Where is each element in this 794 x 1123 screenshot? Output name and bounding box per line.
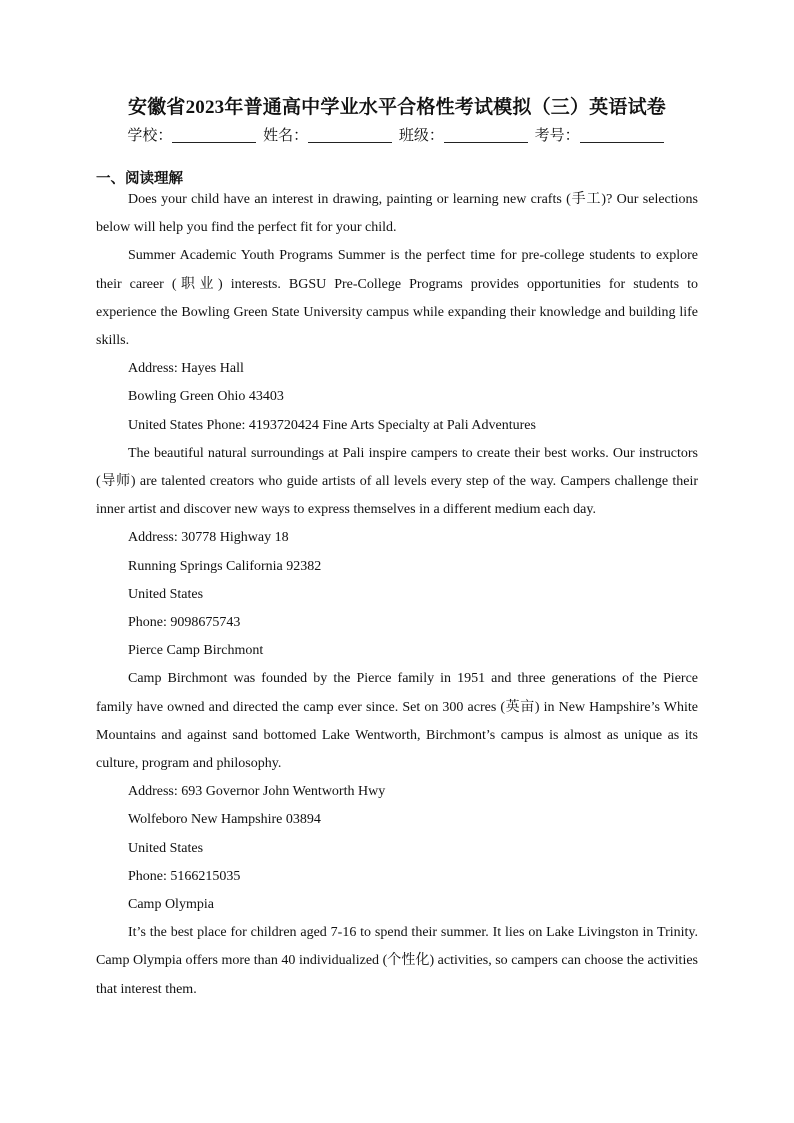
birchmont-address-line: Address: 693 Governor John Wentworth Hwy (128, 784, 386, 800)
student-info-line (0, 124, 794, 145)
bgsu-address-line: Address: Hayes Hall (128, 361, 244, 377)
exam-number-label: 考号： (534, 128, 580, 144)
olympia-paragraph: It’s the best place for children aged 7-16 to spend their summer. It lies on Lake Livingston in Trinity. Camp Olympia offers more than 40 individualized (个性化) activities, so campers can choose the activities that interest them. (96, 925, 698, 997)
birchmont-address-line: Wolfeboro New Hampshire 03894 (128, 812, 321, 828)
pali-address-line: United States (128, 586, 204, 602)
name-label: 姓名： (263, 128, 309, 144)
birchmont-address-line: United States (128, 840, 204, 856)
section-heading: 一、阅读理解 (96, 171, 183, 187)
pali-phone-line: Phone: 9098675743 (128, 615, 241, 631)
passage-body (96, 186, 698, 1004)
birchmont-title: Pierce Camp Birchmont (128, 643, 264, 659)
exam-title: 安徽省2023年普通高中学业水平合格性考试模拟（三）英语试卷 (127, 97, 666, 118)
bgsu-paragraph: Summer Academic Youth Programs Summer is the perfect time for pre-college students to explore their career (职业) interests. BGSU Pre-College Programs provides opportunities for students to experience the Bowling Green State University campus while expanding their knowledge and building life skills. (96, 248, 698, 349)
birchmont-phone-line: Phone: 5166215035 (128, 868, 241, 884)
pali-paragraph: The beautiful natural surroundings at Pali inspire campers to create their best works. Our instructors (导师) are talented creators who guide artists of all levels every step of the way. Campers challenge their inner artist and discover new ways to express themselves in a different medium each day. (96, 445, 698, 518)
intro-paragraph: Does your child have an interest in drawing, painting or learning new crafts (手工)? Our selections below will help you find the perfect fit for your child. (96, 192, 698, 236)
bgsu-address-line: Bowling Green Ohio 43403 (128, 389, 284, 405)
pali-address-line: Running Springs California 92382 (128, 558, 322, 574)
school-label: 学校： (127, 128, 173, 144)
class-label: 班级： (398, 128, 444, 144)
name-blank[interactable] (308, 128, 392, 143)
class-blank[interactable] (444, 128, 528, 143)
birchmont-paragraph: Camp Birchmont was founded by the Pierce family in 1951 and three generations of the Pierce family have owned and directed the camp ever since. Set on 300 acres (英亩) in New Hampshire’s White Mountains and against sand bottomed Lake Wentworth, Birchmont’s campus is almost as unique as its culture, program and philosophy. (96, 671, 698, 772)
bgsu-phone-line: United States Phone: 4193720424 Fine Arts Specialty at Pali Adventures (128, 417, 536, 433)
exam-number-blank[interactable] (580, 128, 664, 143)
olympia-title: Camp Olympia (128, 897, 214, 913)
pali-address-line: Address: 30778 Highway 18 (128, 530, 289, 546)
school-blank[interactable] (172, 128, 256, 143)
